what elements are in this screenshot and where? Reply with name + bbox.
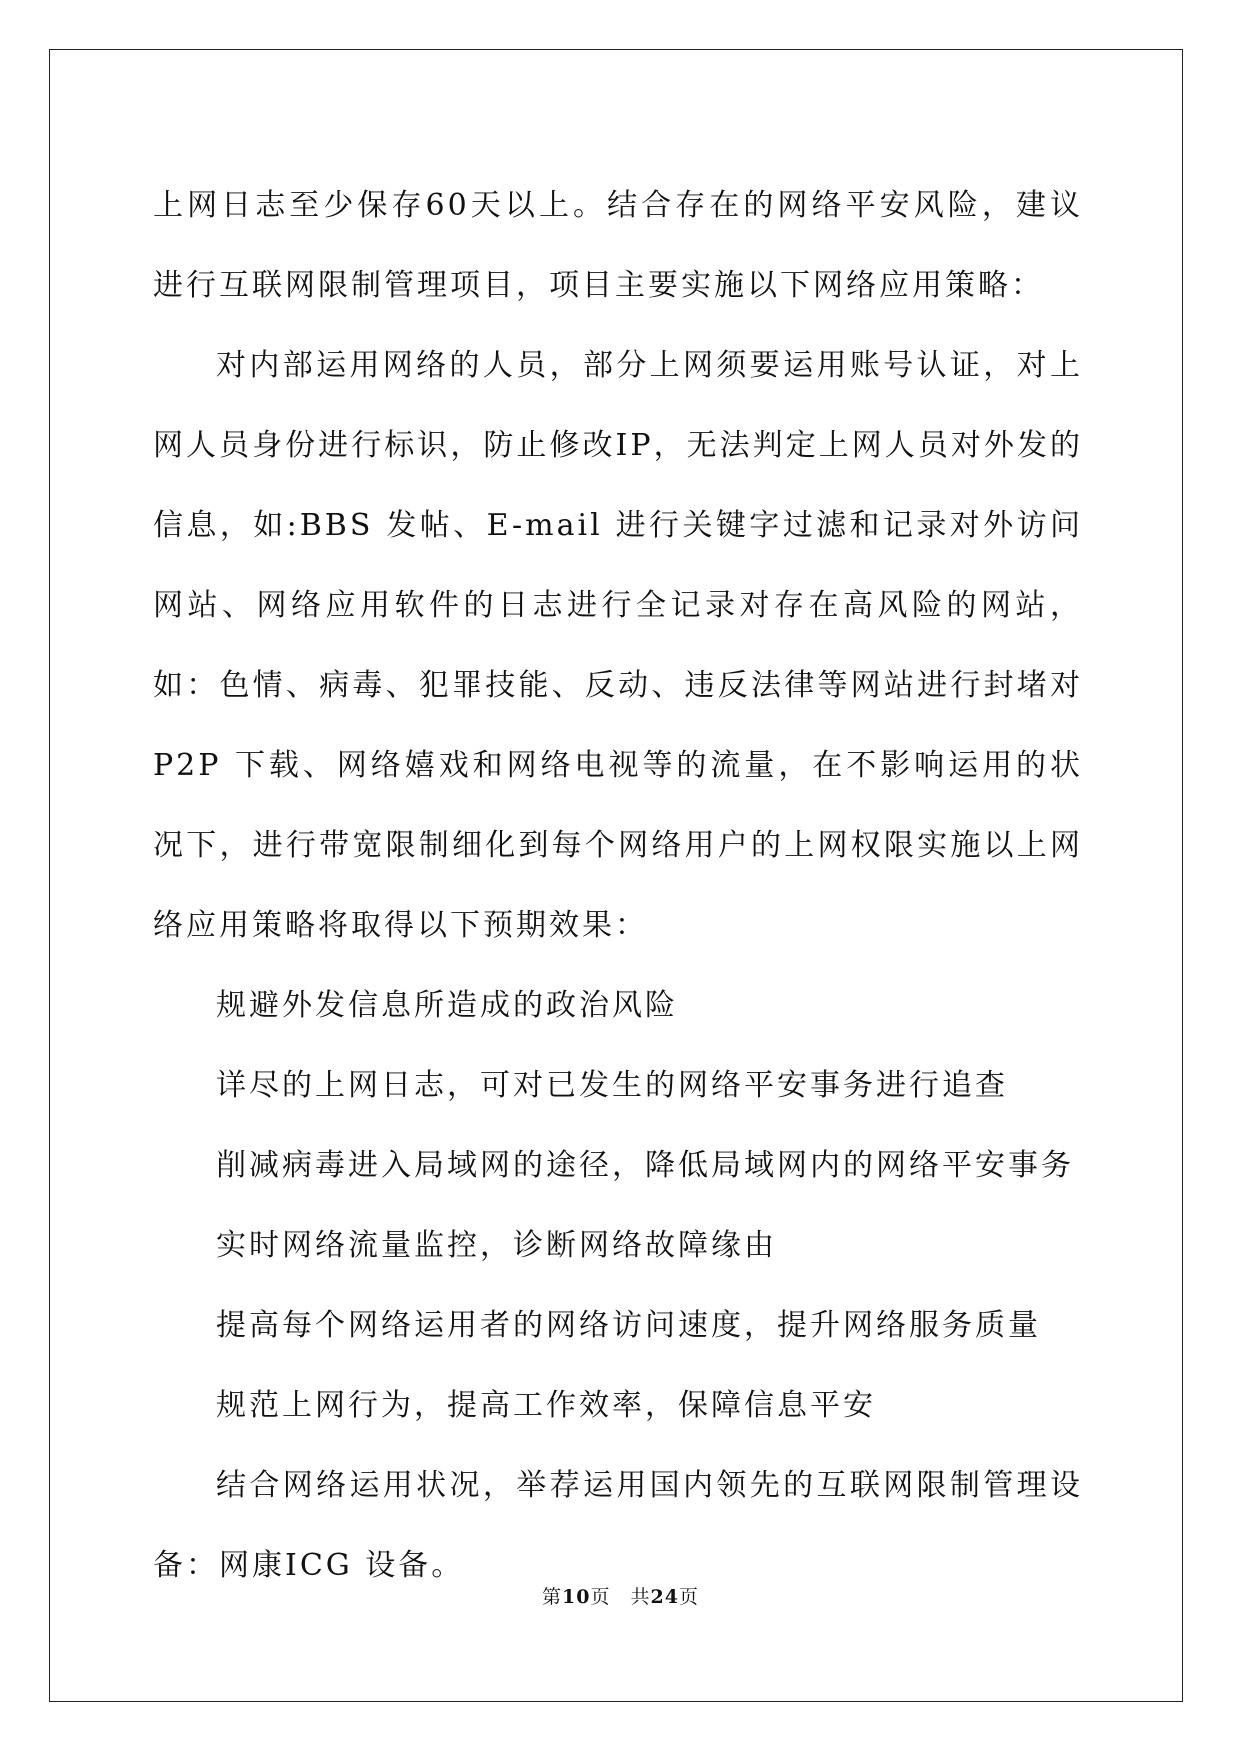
paragraph: 详尽的上网日志，可对已发生的网络平安事务进行追查	[216, 1068, 1008, 1103]
page-prefix: 第	[542, 1586, 563, 1608]
paragraph: 削减病毒进入局域网的途径，降低局域网内的网络平安事务	[216, 1148, 1074, 1183]
total-prefix: 共	[630, 1586, 651, 1608]
paragraph: 规范上网行为，提高工作效率，保障信息平安	[216, 1388, 876, 1423]
page-suffix: 页	[590, 1586, 611, 1608]
current-page-number: 10	[562, 1586, 591, 1608]
document-body	[153, 166, 1083, 1606]
paragraph: 上网日志至少保存60天以上。结合存在的网络平安风险，建议进行互联网限制管理项目，项目主要实施以下网络应用策略：	[153, 188, 1083, 303]
paragraph: 规避外发信息所造成的政治风险	[216, 988, 678, 1023]
paragraph: 实时网络流量监控，诊断网络故障缘由	[216, 1228, 777, 1263]
total-page-count: 24	[650, 1586, 679, 1608]
paragraph: 结合网络运用状况，举荐运用国内领先的互联网限制管理设备：网康ICG 设备。	[153, 1468, 1083, 1583]
total-suffix: 页	[678, 1586, 699, 1608]
paragraph: 提高每个网络运用者的网络访问速度，提升网络服务质量	[216, 1308, 1041, 1343]
page-number-footer	[0, 1582, 1241, 1609]
paragraph: 对内部运用网络的人员，部分上网须要运用账号认证，对上网人员身份进行标识，防止修改IP，无法判定上网人员对外发的信息，如:BBS 发帖、E-mail 进行关键字过滤和记录对外访问网站、网络应用软件的日志进行全记录对存在高风险的网站，如：色情、病毒、犯罪技能、反动、违反法律等网站进行封堵对P2P 下载、网络嬉戏和网络电视等的流量，在不影响运用的状况下，进行带宽限制细化到每个网络用户的上网权限实施以上网络应用策略将取得以下预期效果：	[153, 348, 1083, 943]
